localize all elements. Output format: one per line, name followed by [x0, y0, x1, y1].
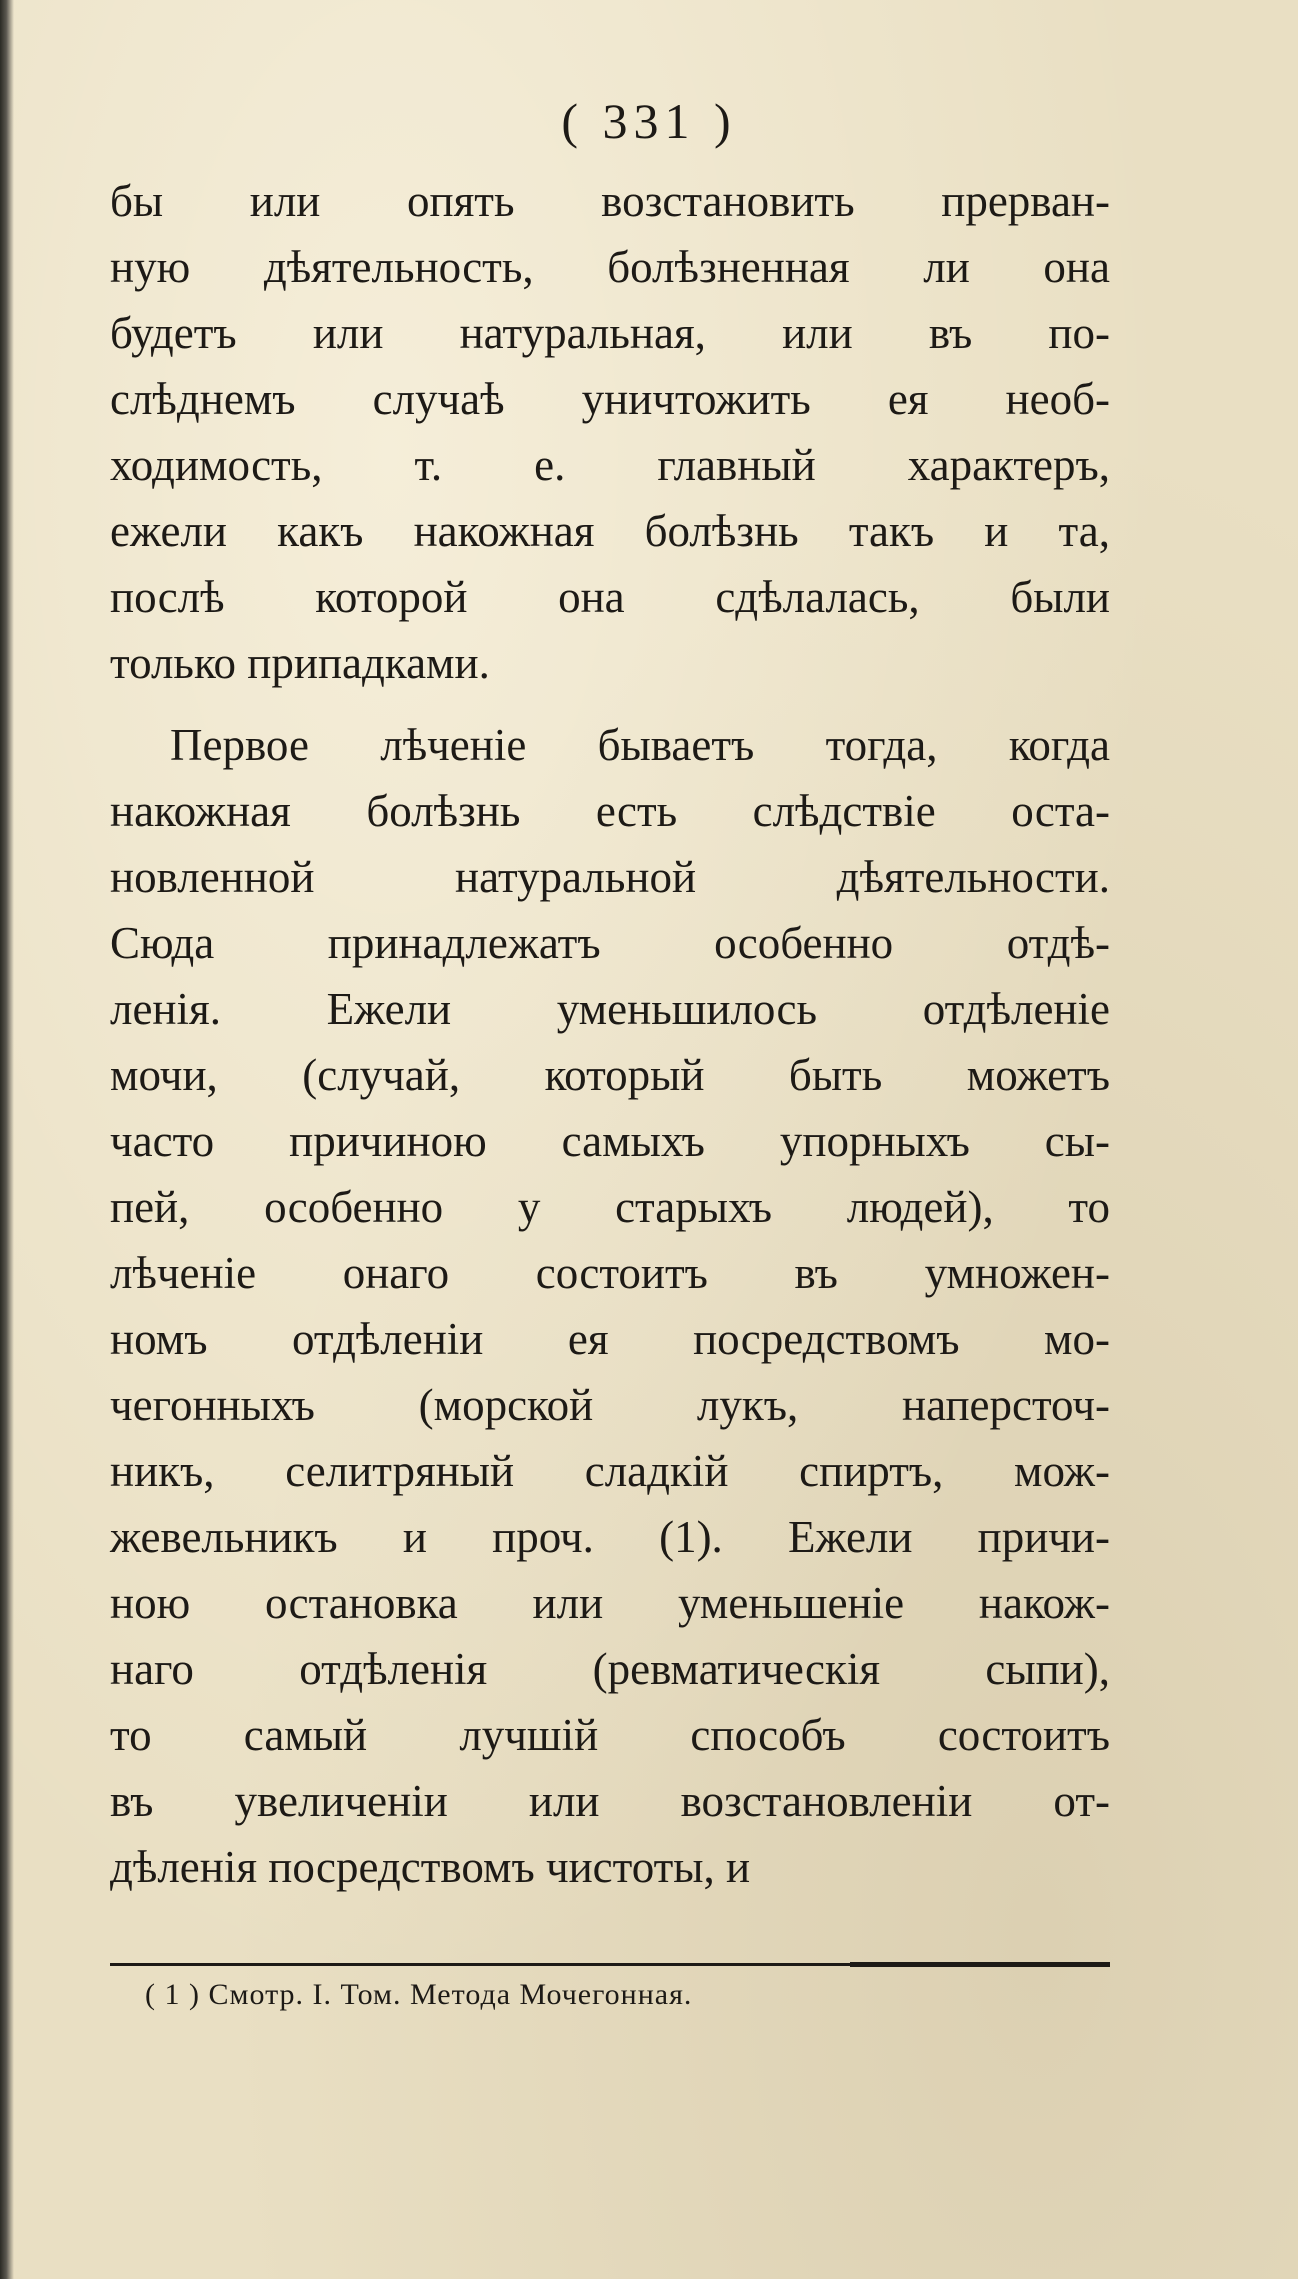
- text-line: ною остановка или уменьшеніе накож-: [110, 1578, 1110, 1628]
- text-line: дѣленія посредствомъ чистоты, и: [110, 1842, 751, 1892]
- text-line: мочи, (случай, который быть можетъ: [110, 1050, 1110, 1100]
- text-line: жевельникъ и проч. (1). Ежели причи-: [110, 1512, 1110, 1562]
- text-line: ленія. Ежели уменьшилось отдѣленіе: [110, 984, 1110, 1034]
- paragraph-2: [110, 712, 1110, 1900]
- text-line: новленной натуральной дѣятельности.: [110, 852, 1110, 902]
- binding-edge: [0, 0, 14, 2279]
- text-line: пей, особенно у старыхъ людей), то: [110, 1182, 1110, 1232]
- text-line: будетъ или натуральная, или въ по-: [110, 308, 1110, 358]
- text-line: лѣченіе онаго состоитъ въ умножен-: [110, 1248, 1110, 1298]
- text-line: наго отдѣленія (ревматическія сыпи),: [110, 1644, 1110, 1694]
- text-line: то самый лучшій способъ состоитъ: [110, 1710, 1110, 1760]
- text-line: номъ отдѣленіи ея посредствомъ мо-: [110, 1314, 1110, 1364]
- text-line: только припадками.: [110, 638, 490, 688]
- text-line: бы или опять возстановить прерван-: [110, 176, 1110, 226]
- text-line: Сюда принадлежатъ особенно отдѣ-: [110, 918, 1110, 968]
- page-number: ( 331 ): [561, 93, 737, 149]
- text-line: накожная болѣзнь есть слѣдствіе оста-: [110, 786, 1110, 836]
- text-line: Первое лѣченіе бываетъ тогда, когда: [170, 720, 1110, 770]
- text-line: послѣ которой она сдѣлалась, были: [110, 572, 1110, 622]
- body-text: [110, 168, 1110, 1900]
- text-line: ходимость, т. е. главный характеръ,: [110, 440, 1110, 490]
- text-line: чегонныхъ (морской лукъ, наперсточ-: [110, 1380, 1110, 1430]
- text-line: часто причиною самыхъ упорныхъ сы-: [110, 1116, 1110, 1166]
- footnote: ( 1 ) Смотр. I. Том. Метода Мочегонная.: [145, 1978, 693, 2011]
- text-line: слѣднемъ случаѣ уничтожить ея необ-: [110, 374, 1110, 424]
- text-line: ную дѣятельность, болѣзненная ли она: [110, 242, 1110, 292]
- paragraph-1: [110, 168, 1110, 696]
- text-line: ежели какъ накожная болѣзнь такъ и та,: [110, 506, 1110, 556]
- text-line: никъ, селитряный сладкій спиртъ, мож-: [110, 1446, 1110, 1496]
- footnote-rule: [110, 1963, 1110, 1966]
- text-line: въ увеличеніи или возстановленіи от-: [110, 1776, 1110, 1826]
